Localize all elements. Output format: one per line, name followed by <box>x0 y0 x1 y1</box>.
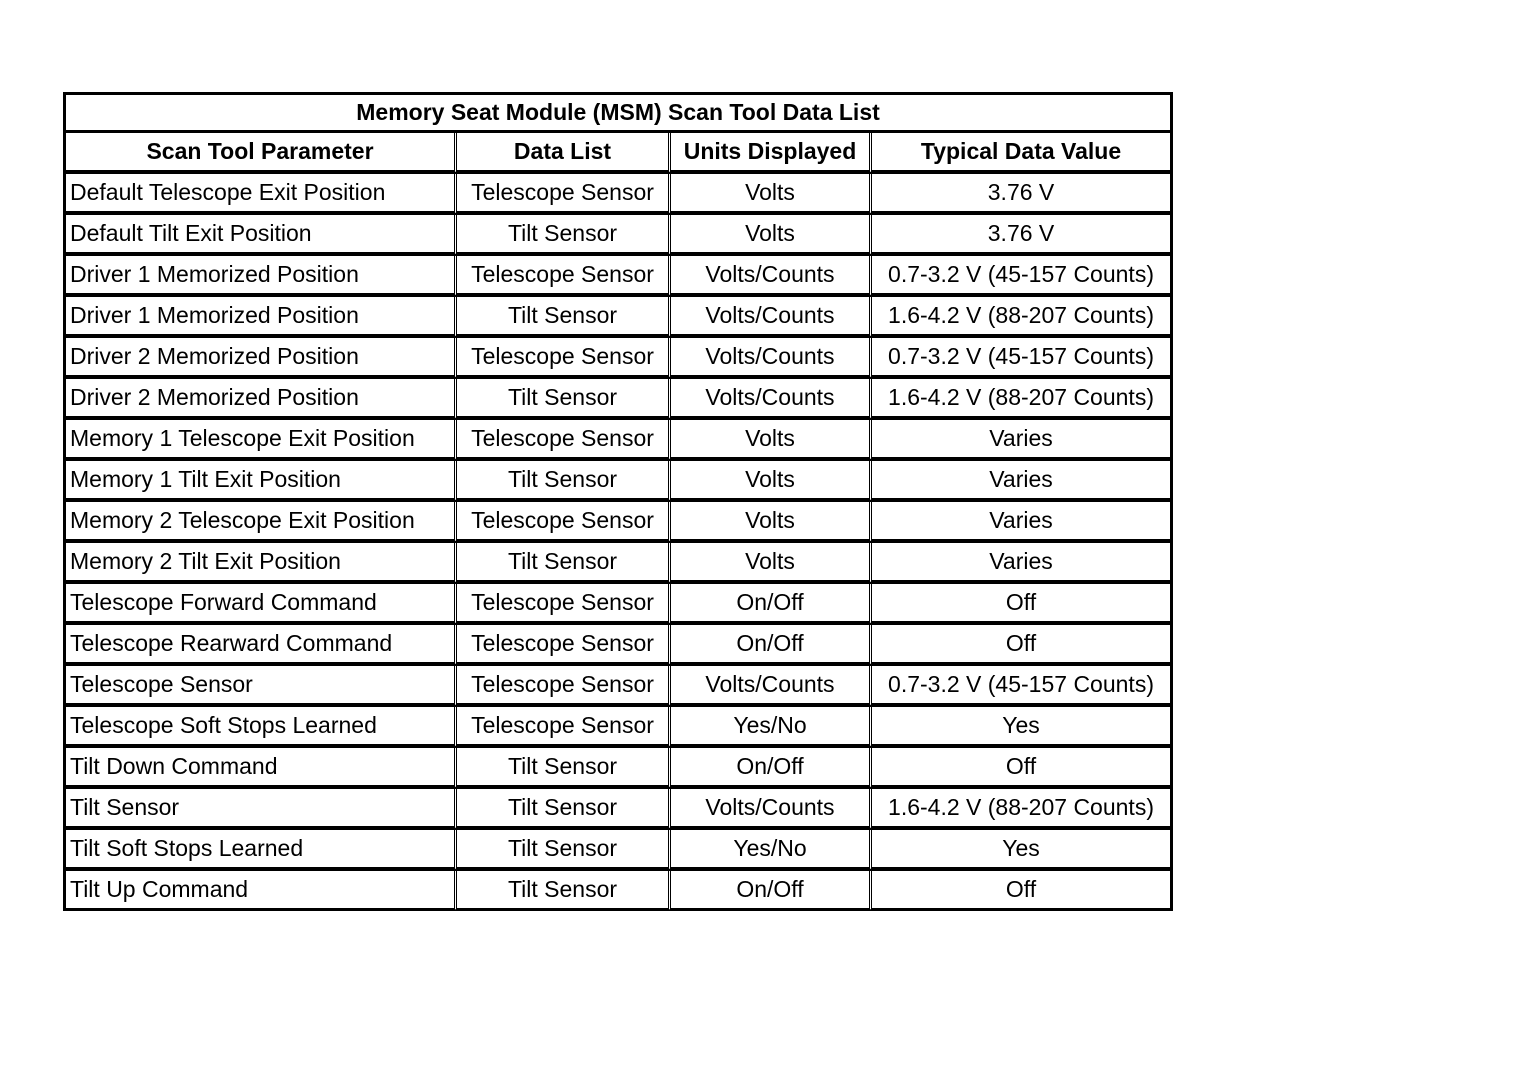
cell-parameter: Telescope Soft Stops Learned <box>66 707 457 748</box>
cell-data-list: Tilt Sensor <box>457 379 671 420</box>
cell-units: Volts/Counts <box>671 256 872 297</box>
cell-units: On/Off <box>671 748 872 789</box>
cell-typical-value: Yes <box>872 707 1173 748</box>
cell-typical-value: Varies <box>872 461 1173 502</box>
cell-units: On/Off <box>671 625 872 666</box>
cell-typical-value: 3.76 V <box>872 215 1173 256</box>
cell-parameter: Telescope Forward Command <box>66 584 457 625</box>
table-row <box>66 830 1173 871</box>
column-header-units: Units Displayed <box>671 133 872 174</box>
table-row <box>66 461 1173 502</box>
table-row <box>66 584 1173 625</box>
cell-data-list: Tilt Sensor <box>457 748 671 789</box>
cell-units: On/Off <box>671 584 872 625</box>
cell-units: Volts <box>671 502 872 543</box>
cell-typical-value: Varies <box>872 543 1173 584</box>
cell-units: Volts <box>671 461 872 502</box>
table-row <box>66 871 1173 911</box>
cell-parameter: Default Tilt Exit Position <box>66 215 457 256</box>
cell-parameter: Driver 2 Memorized Position <box>66 379 457 420</box>
cell-units: Yes/No <box>671 830 872 871</box>
cell-data-list: Telescope Sensor <box>457 502 671 543</box>
cell-parameter: Memory 2 Tilt Exit Position <box>66 543 457 584</box>
cell-parameter: Tilt Soft Stops Learned <box>66 830 457 871</box>
table-row <box>66 215 1173 256</box>
scan-tool-data-table <box>63 92 1173 911</box>
cell-parameter: Driver 2 Memorized Position <box>66 338 457 379</box>
cell-typical-value: 1.6-4.2 V (88-207 Counts) <box>872 379 1173 420</box>
cell-parameter: Driver 1 Memorized Position <box>66 297 457 338</box>
cell-units: Volts/Counts <box>671 789 872 830</box>
cell-typical-value: Yes <box>872 830 1173 871</box>
table-row <box>66 666 1173 707</box>
cell-data-list: Tilt Sensor <box>457 461 671 502</box>
cell-data-list: Telescope Sensor <box>457 420 671 461</box>
cell-typical-value: 0.7-3.2 V (45-157 Counts) <box>872 338 1173 379</box>
cell-data-list: Telescope Sensor <box>457 707 671 748</box>
table-row <box>66 789 1173 830</box>
cell-units: Volts/Counts <box>671 379 872 420</box>
cell-typical-value: 1.6-4.2 V (88-207 Counts) <box>872 297 1173 338</box>
cell-data-list: Telescope Sensor <box>457 666 671 707</box>
cell-typical-value: 1.6-4.2 V (88-207 Counts) <box>872 789 1173 830</box>
cell-data-list: Tilt Sensor <box>457 789 671 830</box>
cell-parameter: Tilt Up Command <box>66 871 457 911</box>
cell-data-list: Tilt Sensor <box>457 830 671 871</box>
column-header-parameter: Scan Tool Parameter <box>66 133 457 174</box>
cell-typical-value: Varies <box>872 420 1173 461</box>
cell-typical-value: Off <box>872 625 1173 666</box>
cell-parameter: Tilt Down Command <box>66 748 457 789</box>
cell-parameter: Default Telescope Exit Position <box>66 174 457 215</box>
cell-units: Volts <box>671 543 872 584</box>
cell-parameter: Telescope Rearward Command <box>66 625 457 666</box>
cell-typical-value: 0.7-3.2 V (45-157 Counts) <box>872 256 1173 297</box>
cell-typical-value: 0.7-3.2 V (45-157 Counts) <box>872 666 1173 707</box>
cell-parameter: Memory 1 Tilt Exit Position <box>66 461 457 502</box>
column-header-data-list: Data List <box>457 133 671 174</box>
cell-typical-value: Off <box>872 871 1173 911</box>
cell-units: On/Off <box>671 871 872 911</box>
table-row <box>66 707 1173 748</box>
table-row <box>66 543 1173 584</box>
cell-parameter: Driver 1 Memorized Position <box>66 256 457 297</box>
cell-units: Volts <box>671 174 872 215</box>
table-row <box>66 174 1173 215</box>
cell-parameter: Memory 2 Telescope Exit Position <box>66 502 457 543</box>
cell-parameter: Tilt Sensor <box>66 789 457 830</box>
cell-typical-value: Off <box>872 584 1173 625</box>
table-title-row <box>66 95 1173 133</box>
cell-data-list: Tilt Sensor <box>457 297 671 338</box>
cell-typical-value: Varies <box>872 502 1173 543</box>
cell-units: Volts/Counts <box>671 297 872 338</box>
table-row <box>66 625 1173 666</box>
cell-data-list: Telescope Sensor <box>457 256 671 297</box>
cell-parameter: Telescope Sensor <box>66 666 457 707</box>
table-row <box>66 502 1173 543</box>
table-row <box>66 256 1173 297</box>
cell-data-list: Telescope Sensor <box>457 625 671 666</box>
cell-parameter: Memory 1 Telescope Exit Position <box>66 420 457 461</box>
table-body <box>66 174 1173 911</box>
table-header-row <box>66 133 1173 174</box>
cell-units: Volts <box>671 215 872 256</box>
cell-data-list: Telescope Sensor <box>457 584 671 625</box>
table-row <box>66 420 1173 461</box>
cell-units: Volts/Counts <box>671 338 872 379</box>
table-row <box>66 748 1173 789</box>
cell-data-list: Telescope Sensor <box>457 338 671 379</box>
cell-typical-value: Off <box>872 748 1173 789</box>
cell-units: Volts/Counts <box>671 666 872 707</box>
cell-units: Volts <box>671 420 872 461</box>
cell-data-list: Tilt Sensor <box>457 871 671 911</box>
table-row <box>66 297 1173 338</box>
column-header-typical-value: Typical Data Value <box>872 133 1173 174</box>
cell-data-list: Tilt Sensor <box>457 543 671 584</box>
table-row <box>66 379 1173 420</box>
cell-data-list: Telescope Sensor <box>457 174 671 215</box>
table-row <box>66 338 1173 379</box>
cell-units: Yes/No <box>671 707 872 748</box>
cell-typical-value: 3.76 V <box>872 174 1173 215</box>
table-title: Memory Seat Module (MSM) Scan Tool Data List <box>66 95 1173 133</box>
cell-data-list: Tilt Sensor <box>457 215 671 256</box>
